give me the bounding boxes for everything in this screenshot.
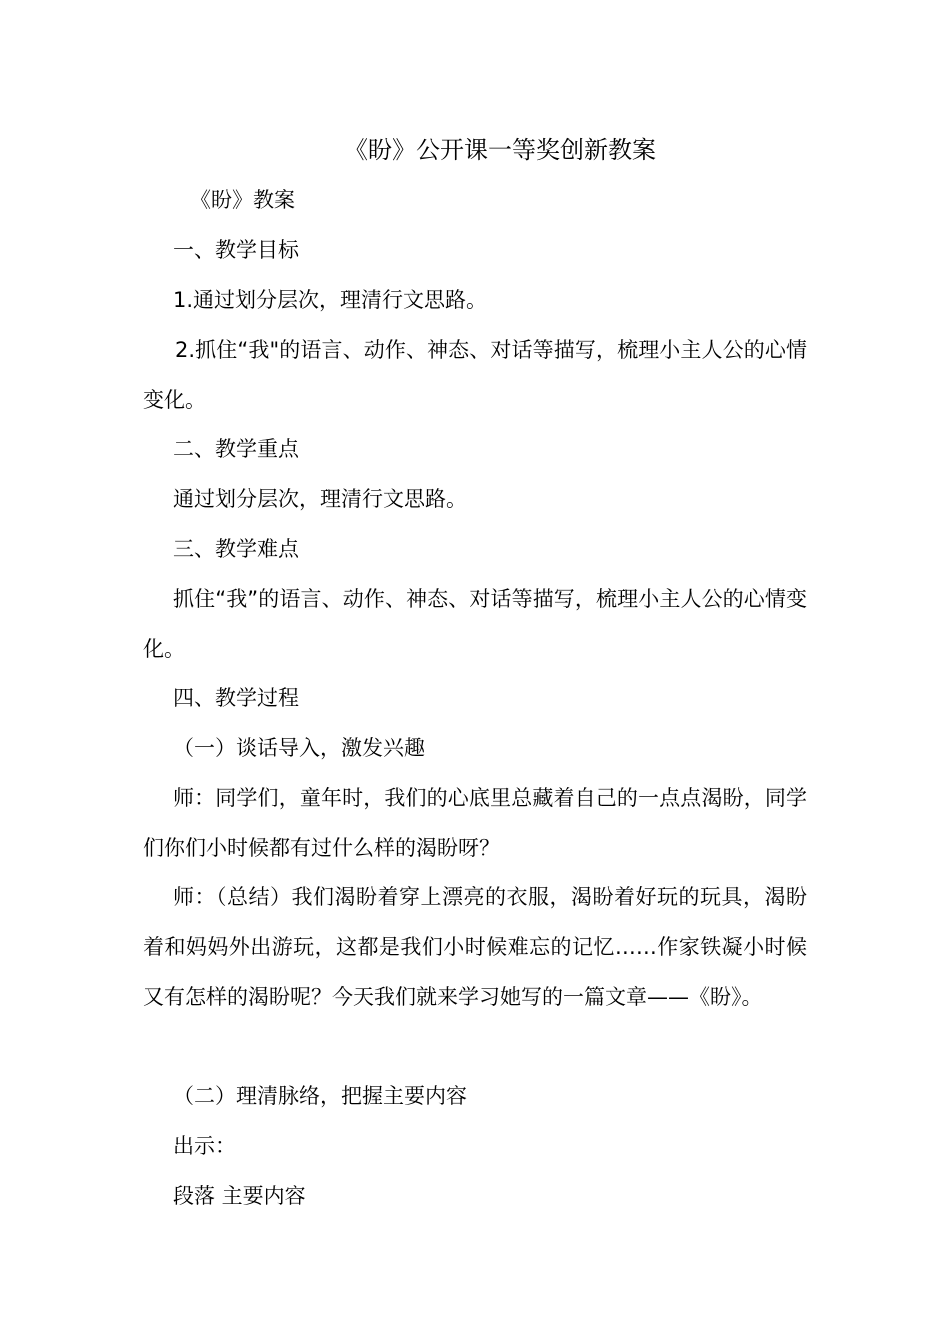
lesson-subtitle: 《盼》教案 (190, 188, 295, 212)
table-header: 段落 主要内容 (173, 1184, 306, 1208)
section-heading-difficulties: 三、教学难点 (173, 537, 299, 561)
step-heading-intro: （一）谈话导入，激发兴趣 (173, 736, 425, 760)
step-heading-structure: （二）理清脉络，把握主要内容 (173, 1084, 467, 1108)
document-title: 《盼》公开课一等奖创新教案 (344, 136, 656, 164)
show-label: 出示： (173, 1134, 236, 1158)
section-heading-key-points: 二、教学重点 (173, 437, 299, 461)
teacher-dialogue-2: 师：（总结）我们渴盼着穿上漂亮的衣服，渴盼着好玩的玩具，渴盼着和妈妈外出游玩，这都是我们小时候难忘的记忆……作家铁凝小时候又有怎样的渴盼呢？今天我们就来学习她写的一篇文章——《盼》。 (143, 885, 807, 1009)
key-point-text: 通过划分层次，理清行文思路。 (173, 487, 467, 511)
section-heading-goals: 一、教学目标 (173, 238, 299, 262)
difficulty-text: 抓住“我”的语言、动作、神态、对话等描写，梳理小主人公的心情变化。 (143, 587, 807, 661)
goal-item-1: 1.通过划分层次，理清行文思路。 (173, 288, 488, 312)
teacher-dialogue-1: 师：同学们，童年时，我们的心底里总藏着自己的一点点渴盼，同学们你们小时候都有过什么样的渴盼呀？ (143, 786, 807, 860)
goal-item-2: 2.抓住“我"的语言、动作、神态、对话等描写，梳理小主人公的心情变化。 (143, 338, 807, 412)
section-heading-process: 四、教学过程 (173, 686, 299, 710)
